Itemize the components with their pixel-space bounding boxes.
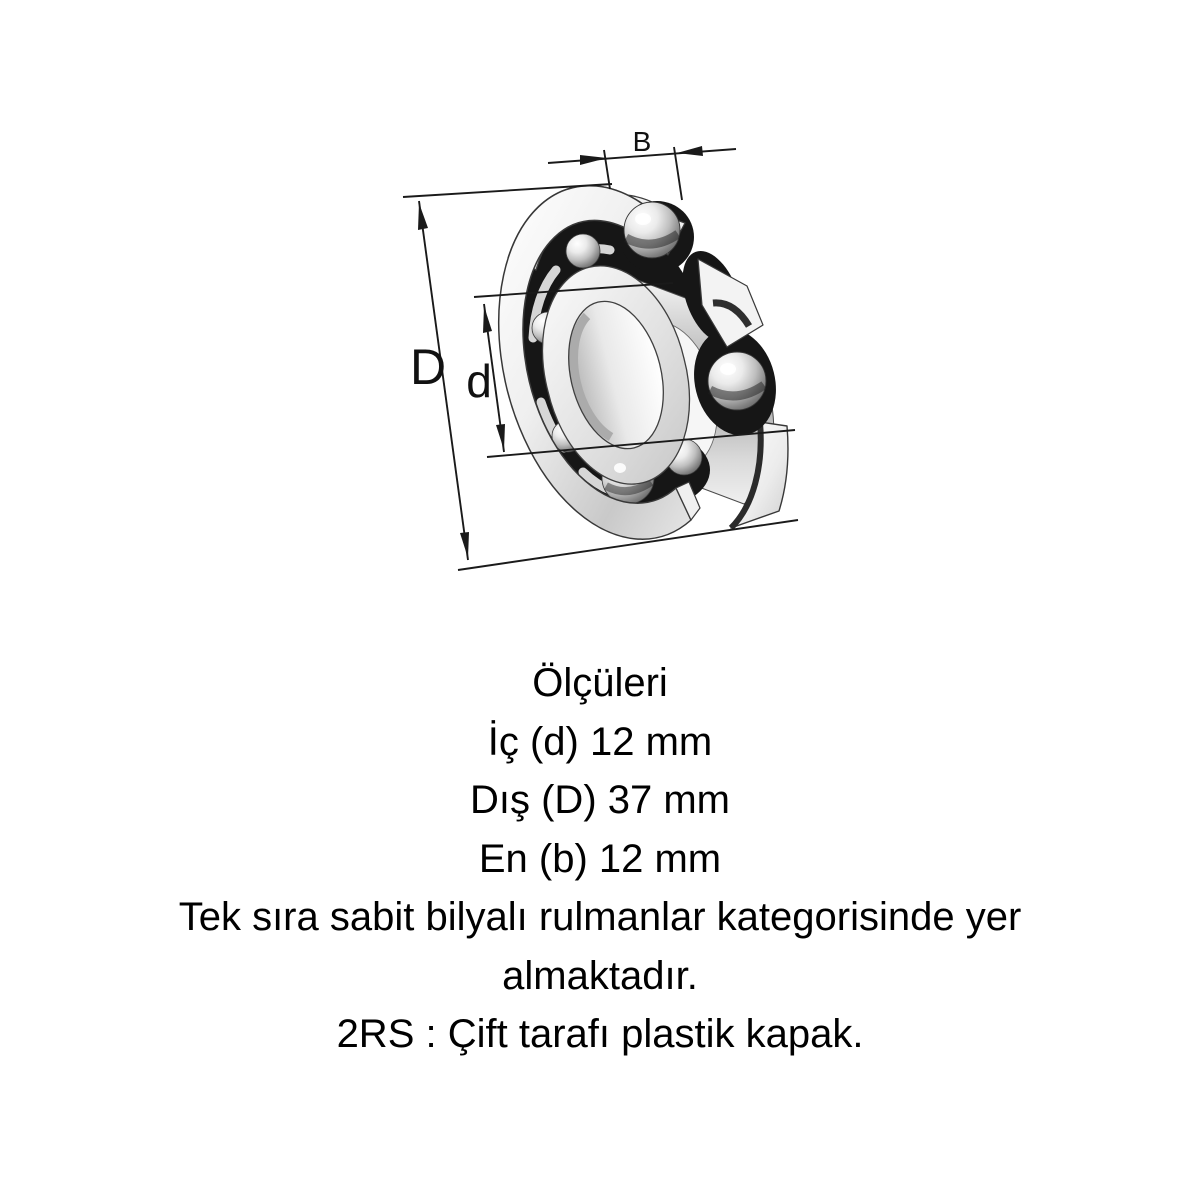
bearing-ball: [708, 352, 766, 410]
dimension-label-d: d: [466, 355, 492, 407]
spec-seal-info: 2RS : Çift tarafı plastik kapak.: [336, 1012, 864, 1056]
spec-width: En (b) 12 mm: [478, 836, 722, 881]
dimension-label-B: B: [632, 126, 652, 157]
product-specs: [0, 654, 1200, 1064]
bearing-illustration: [482, 186, 788, 544]
spec-category-line1: Tek sıra sabit bilyalı rulmanlar kategorisinde yer: [178, 895, 1022, 939]
spec-category-line2: almaktadır.: [502, 953, 698, 998]
bearing-ball: [624, 202, 680, 258]
bearing-ball: [566, 234, 600, 268]
spec-inner-diameter: İç (d) 12 mm: [487, 719, 713, 764]
spec-outer-diameter: Dış (D) 37 mm: [470, 778, 730, 822]
specs-title: Ölçüleri: [532, 661, 668, 705]
dimension-label-D: D: [409, 339, 447, 395]
